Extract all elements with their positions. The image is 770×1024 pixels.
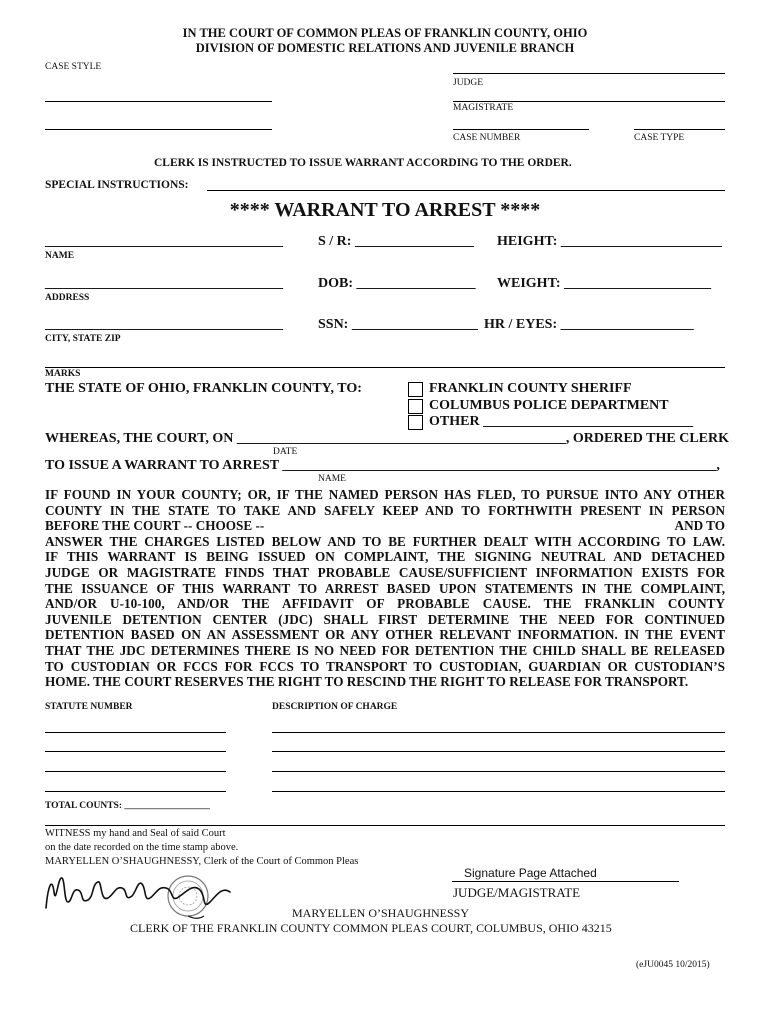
case-style-label: CASE STYLE [45, 62, 102, 72]
total-counts[interactable]: TOTAL COUNTS: __________________ [45, 801, 210, 811]
name-label: NAME [45, 251, 75, 261]
clerk-instruction: CLERK IS INSTRUCTED TO ISSUE WARRANT ACCORDING TO THE ORDER. [154, 157, 572, 169]
statute-line-3[interactable] [45, 771, 226, 772]
form-id: (eJU0045 10/2015) [636, 960, 710, 970]
weight-field[interactable]: WEIGHT: _____________________ [497, 276, 712, 291]
address-label: ADDRESS [45, 293, 90, 303]
height-field[interactable]: HEIGHT: _______________________ [497, 234, 722, 249]
court-choose-dropdown[interactable]: BEFORE THE COURT -- CHOOSE -- [45, 518, 265, 534]
and-to-text: AND TO [674, 518, 725, 534]
special-instructions-label: SPECIAL INSTRUCTIONS: [45, 179, 189, 191]
description-label: DESCRIPTION OF CHARGE [272, 702, 398, 712]
ssn-field[interactable]: SSN: __________________ [318, 317, 478, 332]
sheriff-option: FRANKLIN COUNTY SHERIFF [429, 381, 632, 396]
case-style-line-2[interactable] [45, 129, 272, 130]
address-blank[interactable]: __________________________________ [45, 276, 283, 291]
body-line: IF FOUND IN YOUR COUNTY; OR, IF THE NAMED PERSON HAS FLED, TO PURSUE INTO ANY OTHER [45, 487, 725, 502]
warrant-body [45, 487, 725, 690]
magistrate-line[interactable] [453, 101, 725, 102]
body-line: THE ISSUANCE OF THIS WARRANT TO ARREST BASED UPON STATEMENTS IN THE COMPLAINT, [45, 580, 725, 596]
signature-attached: Signature Page Attached [464, 866, 597, 880]
case-style-line-1[interactable] [45, 101, 272, 102]
case-type-label: CASE TYPE [634, 133, 685, 143]
magistrate-label: MAGISTRATE [453, 103, 514, 113]
name-sublabel: NAME [318, 474, 346, 484]
clerk-title: CLERK OF THE FRANKLIN COUNTY COMMON PLEAS COURT, COLUMBUS, OHIO 43215 [130, 921, 612, 935]
judge-signature-line[interactable] [452, 881, 679, 882]
witness-divider [45, 825, 725, 826]
description-line-4[interactable] [272, 791, 725, 792]
statute-line-1[interactable] [45, 732, 226, 733]
court-title-line1: IN THE COURT OF COMMON PLEAS OF FRANKLIN COUNTY, OHIO [182, 26, 588, 40]
judge-magistrate-label: JUDGE/MAGISTRATE [453, 885, 581, 900]
dob-field[interactable]: DOB: _________________ [318, 276, 476, 291]
state-line: THE STATE OF OHIO, FRANKLIN COUNTY, TO: [45, 381, 362, 396]
body-line: COUNTY IN THE STATE TO TAKE AND SAFELY KEEP AND TO FORTHWITH PRESENT IN PERSON [45, 502, 725, 518]
description-line-1[interactable] [272, 732, 725, 733]
city-blank[interactable]: __________________________________ [45, 317, 283, 332]
body-line: HOME. THE COURT RESERVES THE RIGHT TO RESCIND THE RIGHT TO RELEASE FOR TRANSPORT. [45, 674, 689, 690]
clerk-name: MARYELLEN O’SHAUGHNESSY [292, 906, 470, 920]
body-line: IF THIS WARRANT IS BEING ISSUED ON COMPLAINT, THE SIGNING NEUTRAL AND DETACHED [45, 549, 725, 565]
description-line-3[interactable] [272, 771, 725, 772]
court-title-line2: DIVISION OF DOMESTIC RELATIONS AND JUVENILE BRANCH [195, 41, 575, 55]
other-option[interactable]: OTHER ______________________________ [429, 414, 694, 429]
case-type-line[interactable] [634, 129, 725, 130]
police-checkbox[interactable] [408, 399, 423, 414]
name-blank[interactable]: __________________________________ [45, 234, 283, 249]
marks-line[interactable] [45, 367, 725, 368]
body-line: TO CUSTODIAN OR FCCS FOR FCCS TO TRANSPORT TO CUSTODIAN, GUARDIAN OR CUSTODIAN’S [45, 658, 725, 674]
clerk-signature-image [38, 866, 238, 926]
special-instructions-line[interactable] [207, 190, 725, 191]
statute-line-2[interactable] [45, 751, 226, 752]
sr-field[interactable]: S / R: _________________ [318, 234, 474, 249]
body-line: ANSWER THE CHARGES LISTED BELOW AND TO BE FURTHER DEALT WITH ACCORDING TO LAW. [45, 533, 725, 549]
body-line: DETENTION BASED ON AN ASSESSMENT OR ANY OTHER RELEVANT INFORMATION. IN THE EVENT [45, 627, 725, 643]
police-option: COLUMBUS POLICE DEPARTMENT [429, 398, 669, 413]
other-checkbox[interactable] [408, 415, 423, 430]
date-label: DATE [273, 447, 298, 457]
whereas-line[interactable]: WHEREAS, THE COURT, ON _______________________________________________, ORDERED THE CLERK [45, 431, 730, 446]
witness-line3: MARYELLEN O’SHAUGHNESSY, Clerk of the Court of Common Pleas [45, 856, 359, 867]
body-line: JUVENILE DETENTION CENTER (JDC) SHALL FIRST DETERMINE THE NEED FOR CONTINUED [45, 611, 725, 627]
witness-line2: on the date recorded on the time stamp above. [45, 842, 239, 853]
judge-line[interactable] [453, 73, 725, 74]
body-line: AND/OR U-10-100, AND/OR THE AFFIDAVIT OF PROBABLE CAUSE. THE FRANKLIN COUNTY [45, 596, 725, 612]
warrant-title: **** WARRANT TO ARREST **** [229, 199, 541, 221]
marks-label: MARKS [45, 369, 81, 379]
city-label: CITY, STATE ZIP [45, 334, 121, 344]
case-number-line[interactable] [453, 129, 589, 130]
statute-line-4[interactable] [45, 791, 226, 792]
description-line-2[interactable] [272, 751, 725, 752]
statute-label: STATUTE NUMBER [45, 702, 133, 712]
issue-warrant-line[interactable]: TO ISSUE A WARRANT TO ARREST ______________________________________________________________, [45, 458, 720, 473]
body-line: JUDGE OR MAGISTRATE FINDS THAT PROBABLE CAUSE/SUFFICIENT INFORMATION EXISTS FOR [45, 564, 725, 580]
judge-label: JUDGE [453, 78, 484, 88]
witness-line1: WITNESS my hand and Seal of said Court [45, 828, 226, 839]
sheriff-checkbox[interactable] [408, 382, 423, 397]
case-number-label: CASE NUMBER [453, 133, 521, 143]
hr-eyes-field[interactable]: HR / EYES: ___________________ [484, 317, 694, 332]
body-line: THAT THE JDC DETERMINES THERE IS NO NEED FOR DETENTION THE CHILD SHALL BE RELEASED [45, 642, 725, 658]
body-line-choose [45, 518, 725, 534]
